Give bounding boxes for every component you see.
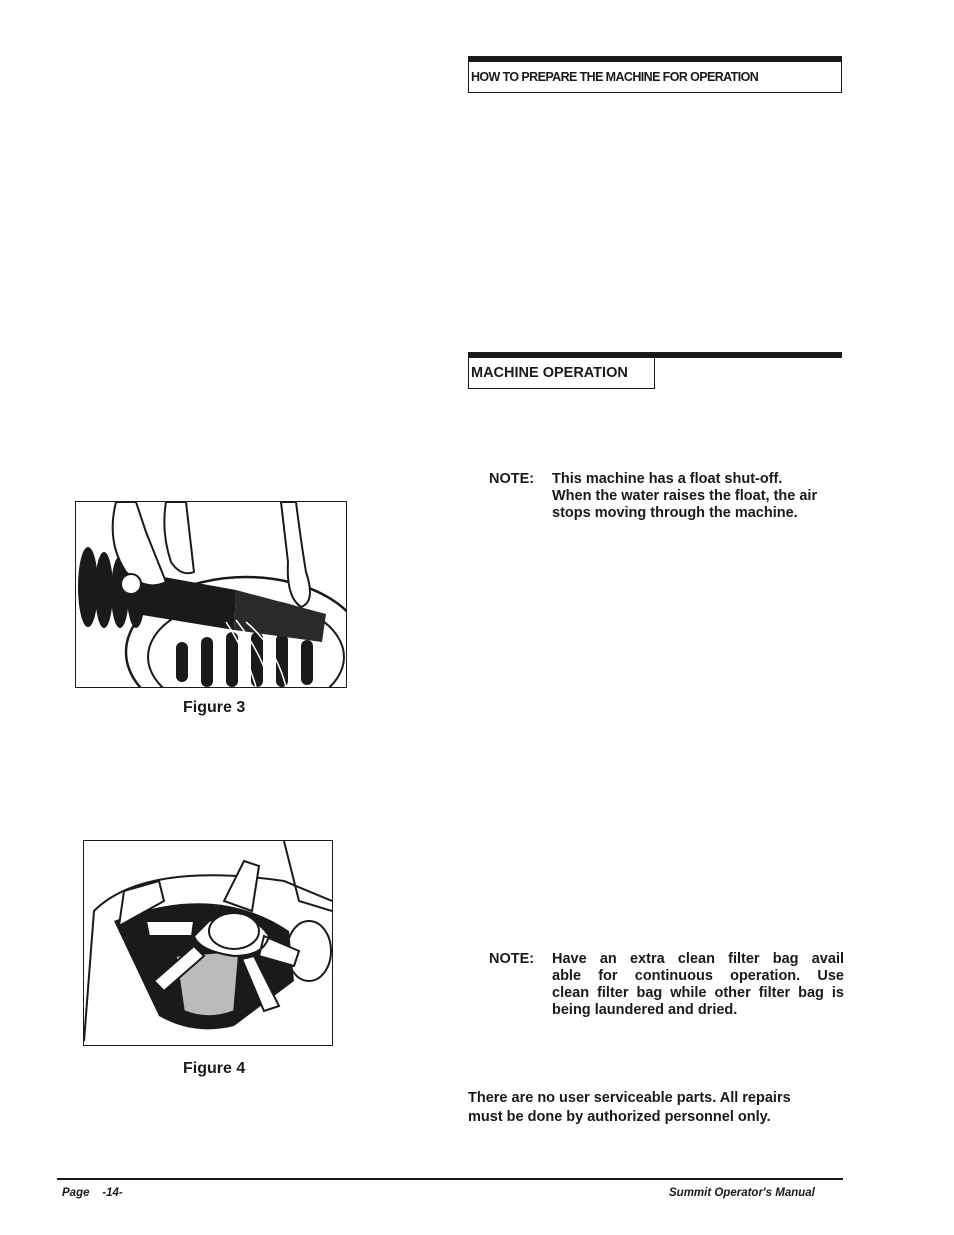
footer-rule — [57, 1178, 843, 1180]
note-line: Have an extra clean filter bag avail — [552, 951, 844, 967]
section-title-operation: MACHINE OPERATION — [468, 358, 655, 389]
note-line: When the water raises the float, the air — [552, 488, 818, 504]
note-text — [552, 471, 844, 522]
note-line: able for continuous operation. Use — [552, 968, 844, 984]
note-line: stops moving through the machine. — [552, 505, 798, 521]
service-statement — [468, 1089, 848, 1127]
footer-manual-title: Summit Operator's Manual — [669, 1187, 815, 1199]
section-title-prepare: HOW TO PREPARE THE MACHINE FOR OPERATION — [468, 62, 842, 93]
note-float-shutoff — [489, 471, 849, 525]
figure-3-image — [75, 501, 347, 688]
filter-bag-illustration-icon — [84, 841, 332, 1045]
note-filter-bag — [489, 951, 849, 1021]
note-line: clean filter bag while other filter bag is — [552, 985, 844, 1001]
service-line: must be done by authorized personnel only. — [468, 1109, 771, 1125]
service-line: There are no user serviceable parts. All repairs — [468, 1090, 791, 1106]
note-label: NOTE: — [489, 951, 535, 967]
note-text — [552, 951, 844, 1019]
figure-4-image — [83, 840, 333, 1046]
note-label: NOTE: — [489, 471, 535, 487]
section-header-prepare — [468, 56, 842, 93]
figure-4-caption: Figure 4 — [183, 1060, 246, 1077]
hose-connection-illustration-icon — [76, 502, 346, 687]
note-line: This machine has a float shut-off. — [552, 471, 783, 487]
note-line: being laundered and dried. — [552, 1002, 738, 1018]
section-header-operation — [468, 352, 842, 389]
footer-page-number: Page -14- — [62, 1187, 123, 1199]
figure-3-caption: Figure 3 — [183, 699, 246, 716]
